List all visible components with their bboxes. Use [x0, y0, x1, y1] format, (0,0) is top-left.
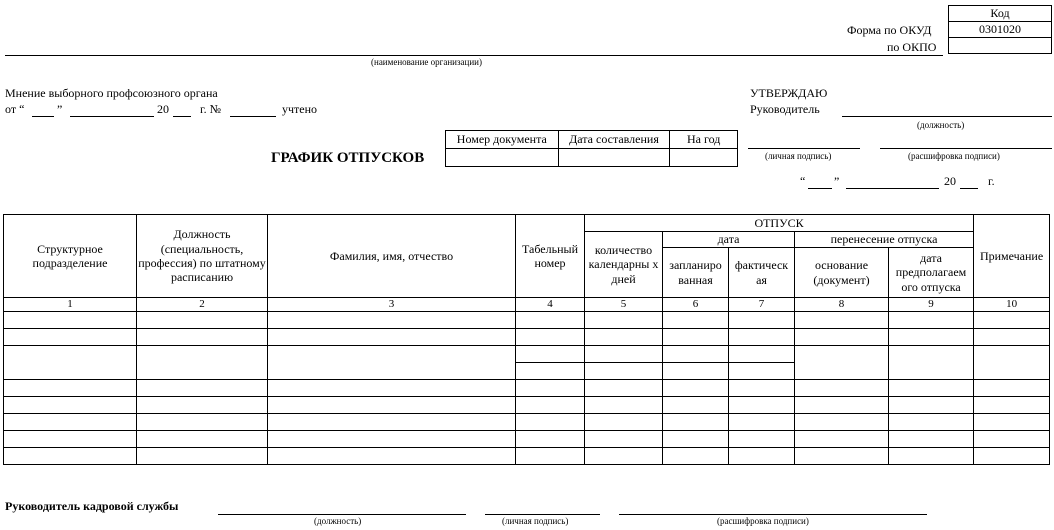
table-cell[interactable]	[4, 380, 137, 397]
table-cell[interactable]	[268, 380, 516, 397]
table-cell[interactable]	[795, 414, 889, 431]
header-name: Фамилия, имя, отчество	[268, 215, 516, 298]
doc-date-header: Дата составления	[558, 131, 670, 149]
table-cell[interactable]	[4, 431, 137, 448]
header-note: Примечание	[974, 215, 1050, 298]
table-cell[interactable]	[663, 397, 729, 414]
approve-year-field[interactable]	[960, 188, 978, 189]
table-cell[interactable]	[795, 431, 889, 448]
table-cell[interactable]	[974, 431, 1050, 448]
doc-year-header: На год	[670, 131, 738, 149]
approve-day-field[interactable]	[808, 188, 832, 189]
table-cell[interactable]	[585, 448, 663, 465]
union-month-field[interactable]	[70, 116, 154, 117]
hr-signature-caption: (личная подпись)	[502, 516, 569, 526]
table-cell[interactable]	[137, 414, 268, 431]
table-cell[interactable]	[663, 329, 729, 346]
table-cell[interactable]	[516, 431, 585, 448]
table-cell[interactable]	[795, 397, 889, 414]
table-cell[interactable]	[516, 397, 585, 414]
hr-decoding-caption: (расшифровка подписи)	[717, 516, 809, 526]
document-number-box	[445, 130, 738, 167]
hr-position-caption: (должность)	[314, 516, 362, 526]
table-cell[interactable]	[516, 448, 585, 465]
header-tab-number: Табельный номер	[516, 215, 585, 298]
table-cell[interactable]	[137, 329, 268, 346]
organization-line[interactable]	[5, 55, 943, 56]
hr-position-field[interactable]	[218, 514, 466, 515]
table-cell[interactable]	[268, 448, 516, 465]
union-number-label: г. №	[200, 102, 222, 116]
column-number: 1	[4, 298, 137, 312]
table-cell[interactable]	[974, 346, 1050, 380]
table-cell[interactable]	[268, 312, 516, 329]
column-number: 5	[585, 298, 663, 312]
union-from-label: от “	[5, 102, 25, 116]
table-cell[interactable]	[137, 397, 268, 414]
column-number: 3	[268, 298, 516, 312]
table-cell[interactable]	[516, 414, 585, 431]
header-division: Структурное подразделение	[4, 215, 137, 298]
table-cell[interactable]	[663, 448, 729, 465]
table-cell[interactable]	[663, 380, 729, 397]
column-number: 6	[663, 298, 729, 312]
table-cell[interactable]	[795, 329, 889, 346]
table-cell[interactable]	[137, 431, 268, 448]
okud-label: Форма по ОКУД	[847, 23, 932, 37]
table-cell[interactable]	[663, 431, 729, 448]
table-cell[interactable]	[585, 431, 663, 448]
doc-number-header: Номер документа	[446, 131, 559, 149]
union-opinion-label: Мнение выборного профсоюзного органа	[5, 86, 218, 100]
header-expected-date: дата предполагаем ого отпуска	[889, 248, 974, 298]
table-cell[interactable]	[137, 312, 268, 329]
hr-decoding-field[interactable]	[619, 514, 927, 515]
table-cell[interactable]	[889, 431, 974, 448]
table-cell[interactable]	[889, 397, 974, 414]
table-cell[interactable]	[729, 414, 795, 431]
table-cell[interactable]	[974, 448, 1050, 465]
table-cell[interactable]	[268, 397, 516, 414]
doc-year-field[interactable]	[670, 149, 738, 167]
table-cell[interactable]	[4, 397, 137, 414]
table-cell[interactable]	[268, 346, 516, 380]
table-cell[interactable]	[974, 312, 1050, 329]
table-cell[interactable]	[974, 397, 1050, 414]
doc-date-field[interactable]	[558, 149, 670, 167]
column-number: 9	[889, 298, 974, 312]
table-cell[interactable]	[974, 329, 1050, 346]
column-number: 7	[729, 298, 795, 312]
header-transfer: перенесение отпуска	[795, 232, 974, 248]
header-planned: запланиро ванная	[663, 248, 729, 298]
okud-code-field[interactable]: 0301020	[949, 22, 1052, 38]
column-number: 4	[516, 298, 585, 312]
approve-position-field[interactable]	[842, 116, 1052, 117]
column-number: 2	[137, 298, 268, 312]
column-number: 10	[974, 298, 1050, 312]
code-box	[948, 5, 1052, 54]
table-cell[interactable]	[729, 312, 795, 329]
table-cell[interactable]	[889, 448, 974, 465]
table-cell[interactable]	[889, 312, 974, 329]
header-basis: основание (документ)	[795, 248, 889, 298]
approve-quote-open: “	[800, 174, 806, 188]
table-cell[interactable]	[137, 380, 268, 397]
union-day-field[interactable]	[32, 116, 54, 117]
approve-year-prefix: 20	[944, 174, 956, 188]
code-header: Код	[949, 6, 1052, 22]
approve-month-field[interactable]	[846, 188, 939, 189]
approve-decoding-field[interactable]	[880, 148, 1052, 149]
union-year-prefix: 20	[157, 102, 169, 116]
table-cell[interactable]	[729, 448, 795, 465]
table-cell[interactable]	[663, 414, 729, 431]
table-row	[4, 346, 1050, 363]
table-cell[interactable]	[729, 363, 795, 380]
table-cell[interactable]	[268, 329, 516, 346]
okpo-label: по ОКПО	[887, 40, 937, 54]
table-cell[interactable]	[268, 431, 516, 448]
approve-title: УТВЕРЖДАЮ	[750, 86, 828, 100]
vacation-schedule-table	[3, 214, 1050, 465]
table-cell[interactable]	[4, 312, 137, 329]
table-cell[interactable]	[889, 329, 974, 346]
table-cell[interactable]	[795, 380, 889, 397]
table-cell[interactable]	[585, 346, 663, 363]
union-recorded-label: учтено	[282, 102, 318, 116]
organization-caption: (наименование организации)	[371, 57, 482, 67]
table-cell[interactable]	[516, 363, 585, 380]
table-row	[4, 329, 1050, 346]
table-cell[interactable]	[137, 346, 268, 380]
column-number: 8	[795, 298, 889, 312]
table-cell[interactable]	[585, 363, 663, 380]
table-cell[interactable]	[585, 380, 663, 397]
table-cell[interactable]	[268, 414, 516, 431]
table-cell[interactable]	[663, 312, 729, 329]
table-cell[interactable]	[729, 431, 795, 448]
table-cell[interactable]	[729, 397, 795, 414]
table-row	[4, 380, 1050, 397]
header-vacation: ОТПУСК	[585, 215, 974, 232]
table-cell[interactable]	[795, 312, 889, 329]
table-cell[interactable]	[663, 363, 729, 380]
doc-number-field[interactable]	[446, 149, 559, 167]
table-cell[interactable]	[4, 414, 137, 431]
union-year-field[interactable]	[173, 116, 191, 117]
table-cell[interactable]	[795, 346, 889, 380]
header-actual: фактическ ая	[729, 248, 795, 298]
table-cell[interactable]	[889, 380, 974, 397]
header-date: дата	[663, 232, 795, 248]
hr-head-label: Руководитель кадровой службы	[5, 499, 179, 513]
approve-head-label: Руководитель	[750, 102, 820, 116]
header-days: количество календарны х дней	[585, 232, 663, 298]
header-position: Должность (специальность, профессия) по штатному расписанию	[137, 215, 268, 298]
table-row	[4, 414, 1050, 431]
table-cell[interactable]	[663, 346, 729, 363]
table-cell[interactable]	[795, 448, 889, 465]
approve-signature-caption: (личная подпись)	[765, 151, 832, 161]
table-cell[interactable]	[729, 346, 795, 363]
approve-year-suffix: г.	[988, 174, 995, 188]
table-cell[interactable]	[729, 329, 795, 346]
okpo-code-field[interactable]	[949, 38, 1052, 54]
table-row	[4, 448, 1050, 465]
approve-position-caption: (должность)	[917, 120, 965, 130]
table-cell[interactable]	[889, 414, 974, 431]
table-cell[interactable]	[4, 346, 137, 380]
table-cell[interactable]	[729, 380, 795, 397]
approve-decoding-caption: (расшифровка подписи)	[908, 151, 1000, 161]
document-title: ГРАФИК ОТПУСКОВ	[271, 150, 425, 166]
union-number-field[interactable]	[230, 116, 276, 117]
table-cell[interactable]	[585, 312, 663, 329]
table-cell[interactable]	[516, 346, 585, 363]
table-cell[interactable]	[974, 414, 1050, 431]
table-cell[interactable]	[516, 380, 585, 397]
table-cell[interactable]	[4, 448, 137, 465]
table-cell[interactable]	[585, 329, 663, 346]
union-quote-close: ”	[57, 102, 63, 116]
table-cell[interactable]	[585, 414, 663, 431]
table-cell[interactable]	[137, 448, 268, 465]
approve-signature-field[interactable]	[748, 148, 860, 149]
table-cell[interactable]	[974, 380, 1050, 397]
table-row	[4, 397, 1050, 414]
table-cell[interactable]	[4, 329, 137, 346]
table-cell[interactable]	[516, 329, 585, 346]
table-row	[4, 312, 1050, 329]
table-cell[interactable]	[585, 397, 663, 414]
table-cell[interactable]	[889, 346, 974, 380]
table-cell[interactable]	[516, 312, 585, 329]
hr-signature-field[interactable]	[485, 514, 600, 515]
table-row	[4, 431, 1050, 448]
approve-quote-close: ”	[834, 174, 840, 188]
